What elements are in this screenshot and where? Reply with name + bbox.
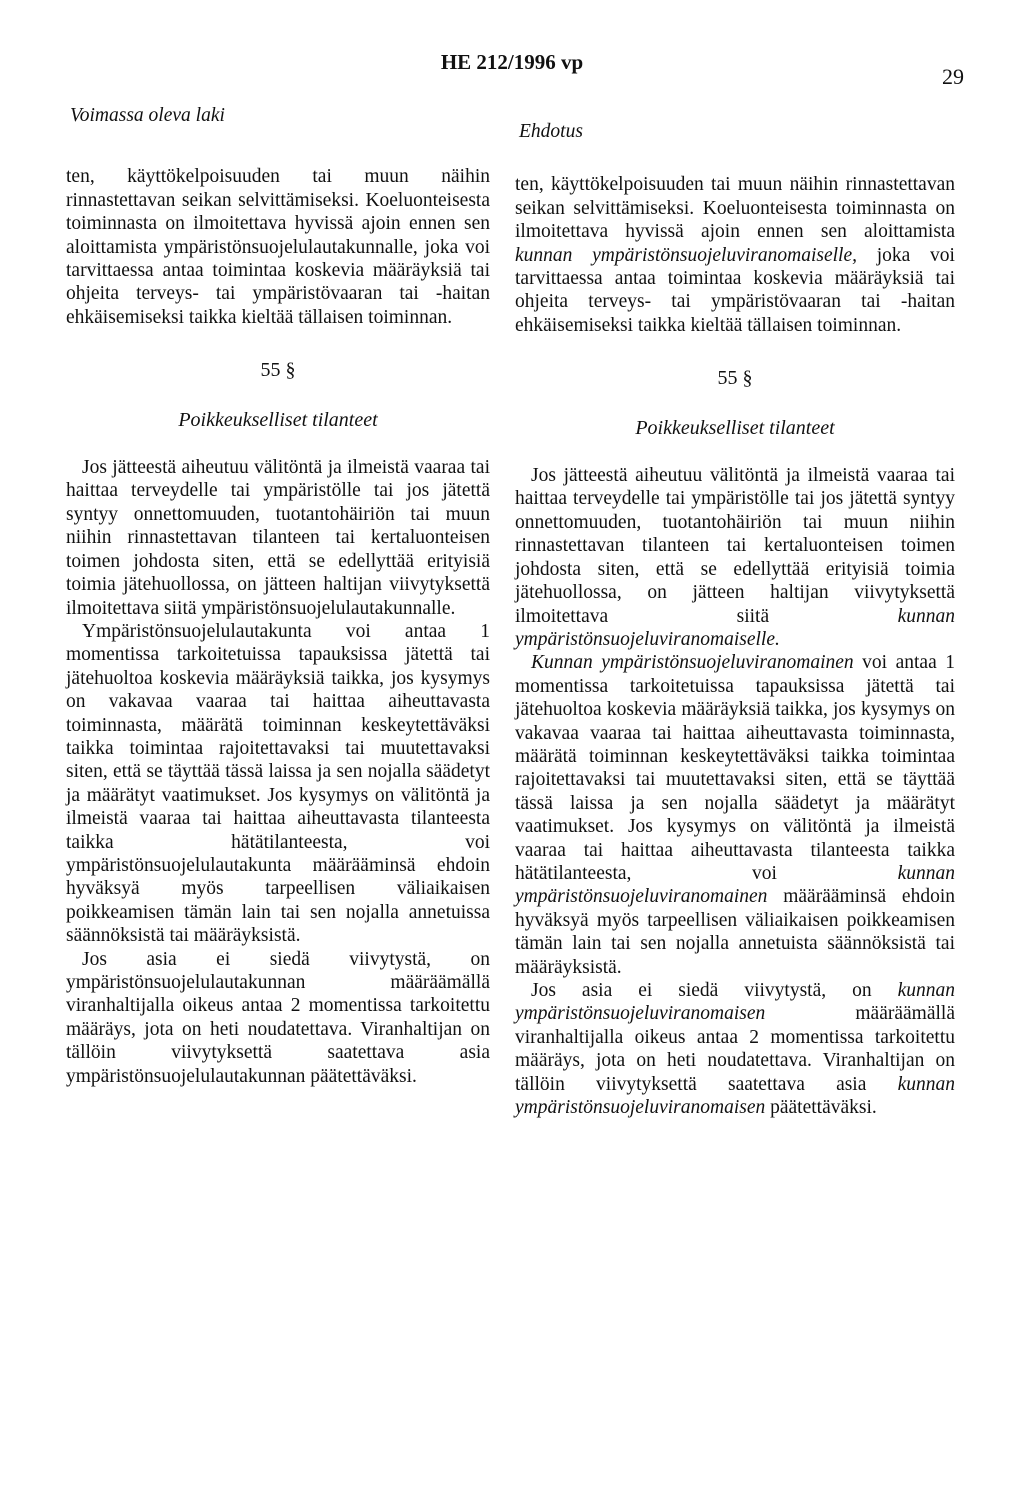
- section-number-value: 55: [717, 367, 738, 390]
- text-run: päätettäväksi.: [765, 1097, 877, 1119]
- proposal-paragraph-1: [515, 464, 955, 651]
- text-run: ten, käyttökelpoisuuden tai muun näihin rinnastettavan seikan selvittämiseksi. Koeluonteisesta toiminnasta on ilmoitettava hyvissä ajoin ennen sen aloittamista: [515, 174, 955, 243]
- text-run: joka voi tarvittaessa antaa toimintaa koskevia määräyksiä tai ohjeita terveys- tai ympäristövaaran tai -haitan ehkäisemiseksi taikka kieltää tällaisen toiminnan.: [515, 244, 955, 336]
- amended-text: kunnan ympäristönsuojeluviranomaiselle,: [515, 244, 857, 266]
- document-id: HE 212/1996 vp: [440, 50, 584, 74]
- section-title: Poikkeukselliset tilanteet: [635, 416, 835, 439]
- page-header: [0, 50, 1024, 90]
- section-sign: §: [285, 359, 296, 382]
- current-law-paragraph-3: Jos asia ei siedä viivytystä, on ympäristönsuojelulautakunnan määräämällä viranhaltijalla oikeus antaa 2 momentissa tarkoitettu määräys, jota on heti noudatettava. Viranhaltijan on tällöin viivytyksettä saatettava asia ympäristönsuojelulautakunnan päätettäväksi.: [66, 948, 490, 1087]
- proposal-paragraph-3: [515, 979, 955, 1119]
- amended-text: kunnan ympäristönsuojeluviranomaiselle.: [515, 605, 955, 650]
- current-law-paragraph-2: Ympäristönsuojelulautakunta voi antaa 1 momentissa tarkoitetuissa tapauksissa jätettä tai jätehuoltoa koskevia määräyksiä taikka, jos kysymys on vakavaa vaaraa tai haittaa aiheuttavasta toiminnasta, määrätä toiminnan keskeytettäväksi taikka toimintaa rajoitettavaksi tai muutettavaksi siten, että se täyttää tässä laissa ja sen nojalla säädetyt ja määrätyt vaatimukset. Jos kysymys on välitöntä ja ilmeistä vaaraa tai haittaa aiheuttavasta tilanteesta taikka hätätilanteesta, voi ympäristönsuojelulautakunta määrääminsä ehdoin hyväksyä myös tarpeellisen väliaikaisen poikkeamisen tämän lain tai sen nojalla annetuissa säännöksistä tai määräyksistä.: [66, 620, 490, 947]
- text-run: voi antaa 1 momentissa tarkoitetuissa tapauksissa jätettä tai jätehuoltoa koskevia määräyksiä taikka, jos kysymys on vakavaa vaaraa tai haittaa aiheuttavasta toiminnasta, määrätä toiminnan keskeytettäväksi taikka toimintaa rajoitettavaksi tai muutettavaksi siten, että se täyttää tässä laissa ja sen nojalla säädetyt ja määrätyt vaatimukset. Jos kysymys on välitöntä ja ilmeistä vaaraa tai haittaa aiheuttavasta tilanteesta taikka hätätilanteesta, voi: [515, 652, 955, 884]
- amended-text: Kunnan ympäristönsuojeluviranomainen: [531, 652, 854, 674]
- proposal-intro-paragraph: [515, 173, 955, 337]
- section-title: Poikkeukselliset tilanteet: [178, 408, 378, 431]
- amended-text: kunnan ympäristönsuojeluviranomainen: [515, 862, 955, 908]
- section-number: [66, 359, 490, 382]
- current-law-intro-paragraph: ten, käyttökelpoisuuden tai muun näihin rinnastettavan seikan selvittämiseksi. Koeluonteisesta toiminnasta on ilmoitettava hyvissä ajoin ennen sen aloittamista ympäristönsuojelulautakunnalle, joka voi tarvittaessa antaa toimintaa koskevia määräyksiä tai ohjeita terveys- tai ympäristövaaran tai -haitan ehkäisemiseksi taikka kieltää tällaisen toiminnan.: [66, 166, 490, 328]
- text-run: määrääminsä ehdoin hyväksyä myös tarpeellisen väliaikaisen poikkeamisen tämän lain tai sen nojalla annetuista säännöksistä tai määräyksistä.: [515, 886, 955, 978]
- proposal-heading: Ehdotus: [519, 121, 583, 142]
- text-run: määräämällä viranhaltijalla oikeus antaa 2 momentissa tarkoitettu määräys, jota on heti noudatettava. Viranhaltijan on tällöin viivytyksettä saatettava asia: [515, 1003, 955, 1095]
- text-run: Jos asia ei siedä viivytystä, on: [531, 980, 898, 1001]
- current-law-heading: Voimassa oleva laki: [70, 105, 225, 126]
- current-law-paragraph-1: Jos jätteestä aiheutuu välitöntä ja ilmeistä vaaraa tai haittaa terveydelle tai ympäristölle tai jos jätettä syntyy onnettomuuden, tuotantohäiriön tai muun niihin rinnastettavan tilanteen tai kertaluonteisen toimen johdosta siten, että se edellyttää erityisiä toimia jätehuollossa, on jätteen haltijan viivytyksettä ilmoitettava siitä ympäristönsuojelulautakunnalle.: [66, 457, 490, 619]
- proposal-column: [515, 104, 955, 1119]
- amended-text: kunnan ympäristönsuojeluviranomaisen: [515, 980, 955, 1025]
- current-law-column: [66, 104, 490, 1088]
- section-number-value: 55: [260, 359, 281, 382]
- page-number: 29: [942, 64, 964, 89]
- section-number: [515, 367, 955, 390]
- text-run: Jos jätteestä aiheutuu välitöntä ja ilmeistä vaaraa tai haittaa terveydelle tai ympäristölle tai jos jätettä syntyy onnettomuuden, tuotantohäiriön tai muun niihin rinnastettavan tilanteen tai kertaluonteisen toimen johdosta siten, että se edellyttää erityisiä toimia jätehuollossa, on jätteen haltijan viivytyksettä ilmoitettava siitä: [515, 465, 955, 627]
- amended-text: kunnan ympäristönsuojeluviranomaisen: [515, 1073, 955, 1119]
- proposal-paragraph-2: [515, 651, 955, 979]
- section-sign: §: [742, 367, 753, 390]
